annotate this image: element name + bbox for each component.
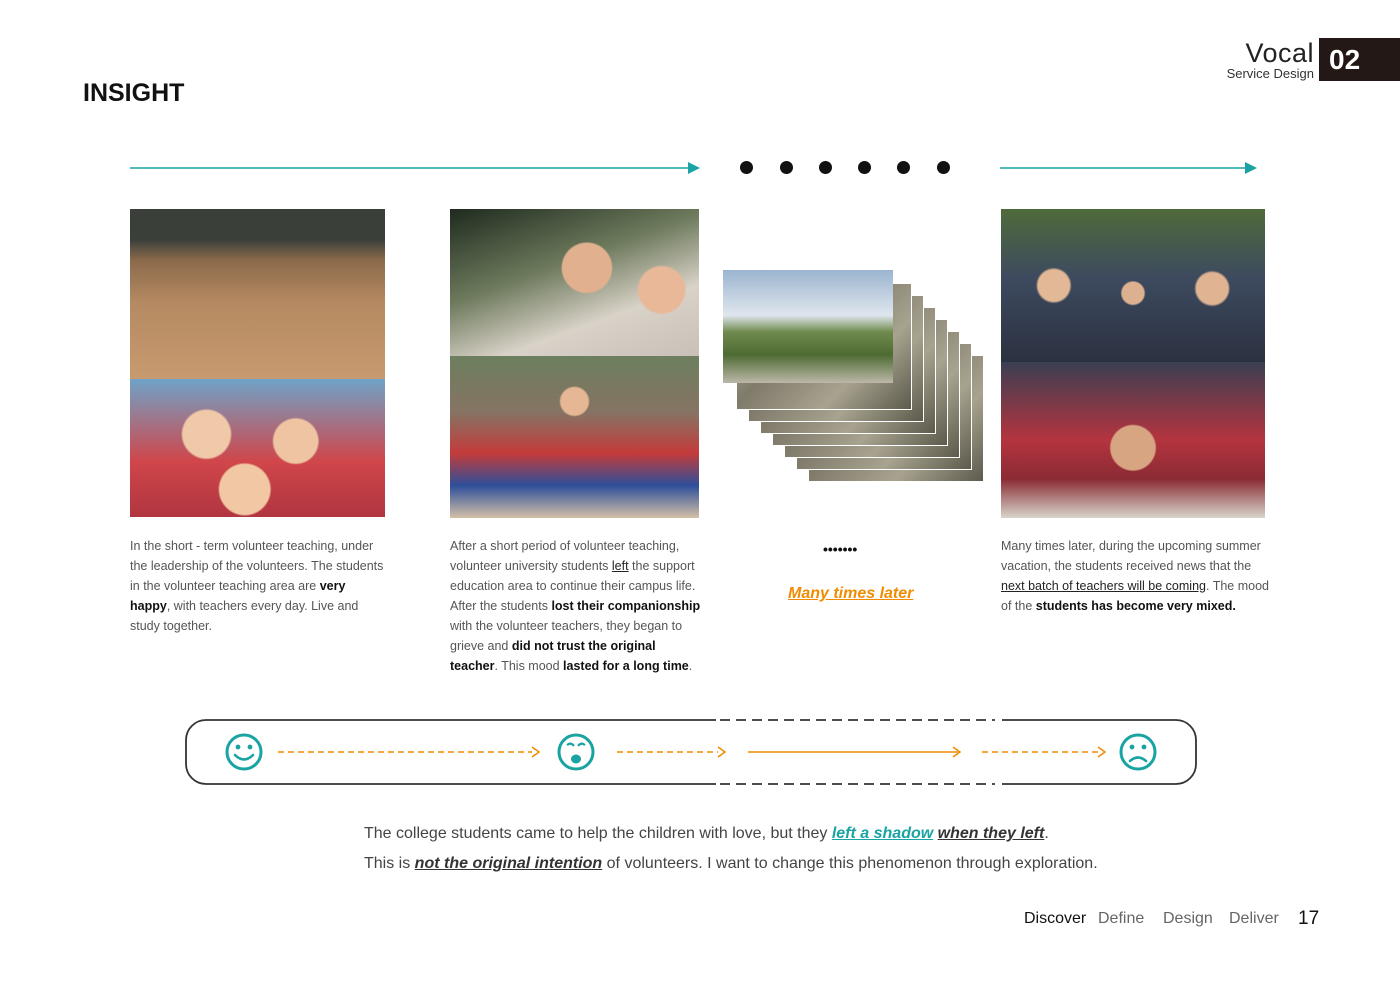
- timeline-dot: [858, 161, 871, 174]
- timeline-dot: [740, 161, 753, 174]
- caption-text: , with teachers every day. Live and study together.: [130, 599, 359, 633]
- caption-text: Many times later, during the upcoming summer vacation, the students received news that the: [1001, 539, 1261, 573]
- emotion-journey-panel: [180, 712, 1202, 792]
- caption-emphasis: students has become very mixed.: [1035, 599, 1236, 613]
- caption-underline: left: [611, 559, 629, 573]
- brand-name: Vocal: [1245, 38, 1314, 68]
- brand-subtitle: Service Design: [1226, 66, 1314, 81]
- dashed-arrow: [278, 747, 539, 757]
- conclusion-highlight: left a shadow: [831, 825, 934, 842]
- farewell-hug-photo: [450, 209, 699, 356]
- nav-deliver[interactable]: Deliver: [1229, 910, 1279, 927]
- stage2-caption: [450, 536, 705, 676]
- timeline-arrow-left: [128, 158, 703, 178]
- page-title: INSIGHT: [83, 79, 185, 107]
- sad-face-icon: [1121, 735, 1155, 769]
- nav-discover[interactable]: Discover: [1024, 910, 1087, 927]
- caption-underline: next batch of teachers will be coming: [1001, 579, 1206, 593]
- caption-text: In the short - term volunteer teaching, under the leadership of the volunteers. The students in the volunteer teaching area are: [130, 539, 384, 593]
- page-number: 17: [1298, 908, 1320, 929]
- caption-text: . The mood of the: [1001, 579, 1269, 613]
- students-line-photo: [1001, 209, 1265, 362]
- timeline-dot: [897, 161, 910, 174]
- section-number-badge: 02: [1319, 38, 1400, 81]
- caption-emphasis: lost their companionship: [551, 599, 701, 613]
- stage4-caption: [1001, 536, 1269, 616]
- caption-emphasis: lasted for a long time: [563, 659, 689, 673]
- solid-arrow: [748, 747, 960, 757]
- dashed-arrow: [982, 747, 1105, 757]
- sleeping-student-photo: [1001, 362, 1265, 518]
- caption-text: After a short period of volunteer teaching, volunteer university students: [450, 539, 680, 573]
- conclusion-highlight: not the original intention: [414, 855, 603, 872]
- many-times-later-label: Many times later: [788, 585, 914, 602]
- crying-face-icon: [559, 735, 593, 769]
- timeline-dot: [937, 161, 950, 174]
- caption-text: the support education area to continue their campus life. After the students: [450, 559, 696, 613]
- nav-define[interactable]: Define: [1098, 910, 1145, 927]
- timeline-arrow-right: [998, 158, 1260, 178]
- conclusion-text: The college students came to help the children with love, but they: [364, 825, 832, 842]
- classroom-photo: [130, 209, 385, 379]
- caption-text: .: [688, 659, 693, 673]
- caption-emphasis: very happy: [130, 579, 346, 613]
- stage1-caption: [130, 536, 388, 636]
- conclusion-text: This is: [364, 855, 415, 872]
- conclusion-text: .: [1044, 825, 1049, 842]
- nav-design[interactable]: Design: [1163, 910, 1213, 927]
- smiling-children-photo: [130, 379, 385, 517]
- volunteer-group-photo: [450, 356, 699, 518]
- happy-face-icon: [227, 735, 261, 769]
- village-road-photo: [723, 270, 893, 383]
- caption-text: . This mood: [494, 659, 564, 673]
- ellipsis-text: •••••••: [823, 541, 858, 557]
- conclusion-highlight: when they left: [937, 825, 1045, 842]
- dashed-arrow: [617, 747, 725, 757]
- caption-text: with the volunteer teachers, they began to grieve and: [450, 619, 683, 653]
- caption-emphasis: did not trust the original teacher: [450, 639, 656, 673]
- timeline-dot: [819, 161, 832, 174]
- conclusion-text: of volunteers. I want to change this phenomenon through exploration.: [602, 855, 1098, 872]
- conclusion-line-2: [364, 855, 1098, 873]
- timeline-dot: [780, 161, 793, 174]
- conclusion-line-1: [364, 825, 1049, 843]
